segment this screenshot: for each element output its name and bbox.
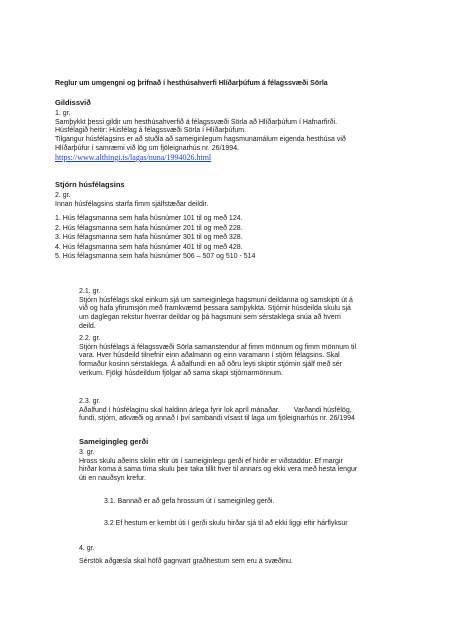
- list-item: 3. Hús félagsmanna sem hafa húsnúmer 301 til og með 328.: [55, 234, 243, 242]
- paragraph-line: Tilgangur húsfélagsins er að stuðla að sameiginlegum hagsmunamálum eigenda hesthúsa við: [55, 136, 346, 144]
- section-heading-gildissvid: Gildissvið: [55, 98, 91, 107]
- section-body-sameign: [79, 449, 357, 484]
- list-item: 5. Hús félagsmanna sem hafa húsnúmer 506 – 507 og 510 - 514: [55, 253, 256, 261]
- paragraph-line: Stjórn húsfélags á félagssvæði Sörla samanstendur af fimm mönnum og fimm mönnum til: [79, 343, 357, 351]
- paragraph-line: við og hafa yfirumsjón með framkvæmd þessara samþykkta. Stjórnir húsdeilda skulu sjá: [79, 305, 351, 313]
- section-body-gildissvid: [55, 110, 346, 154]
- law-link[interactable]: https://www.althingi.is/lagas/nuna/1994026.html: [55, 153, 212, 162]
- paragraph-line: Hlíðarþúfur í samræmi við lög um fjöleignarhús nr. 26/1994.: [55, 144, 240, 152]
- subsection-label: 2.2. gr.: [79, 335, 101, 342]
- rule-4: Sérstök aðgæsla skal höfð gagnvart graðhestum sem eru á svæðinu.: [79, 558, 294, 565]
- rule-3-2: 3.2 Ef hestum er kembt úti í gerði skulu hirðar sjá til að ekki liggi eftir hárflyksur: [104, 520, 348, 527]
- section-heading-sameign: Sameigingleg gerði: [79, 437, 149, 446]
- article-label: 2. gr.: [55, 192, 71, 199]
- article-label-4: 4. gr.: [79, 545, 95, 552]
- rule-3-1: 3.1. Bannað er að gefa hrossum út í sameiginleg gerði.: [104, 498, 275, 505]
- paragraph-line: um daglegan rekstur hverrar deildar og þá hagsmuni sem sérstaklega snúa að hverri: [79, 314, 341, 322]
- section-body-stjorn: [55, 192, 208, 209]
- paragraph-line: Stjórn húsfélags skal einkum sjá um sameiginlega hagsmuni deildanna og samskipti út á: [79, 296, 353, 304]
- subsection-label: 2.1. gr.: [79, 288, 101, 295]
- list-item: 1. Hús félagsmanna sem hafa húsnúmer 101 til og með 124.: [55, 215, 243, 222]
- paragraph-line: hirðar koma á sama tíma skulu þeir taka tillit hver til annars og ekki vera með hesta lengur: [79, 466, 358, 474]
- paragraph-line: deild.: [79, 322, 96, 330]
- subsection-2-3: [79, 398, 355, 424]
- subsection-label: 2.3. gr.: [79, 398, 101, 405]
- paragraph-line: fundi, stjórn, atkvæði og annað í því sambandi vísast til laga um fjöleignarhús nr. 26/1994: [79, 415, 355, 423]
- subsection-2-2: [79, 335, 356, 379]
- document-title: Reglur um umgengni og þrifnað í hesthúsahverfi Hlíðarþúfum á félagssvæði Sörla: [55, 80, 328, 87]
- paragraph-line: Hross skulu aðeins skilin eftir úti í sameiginlegu gerði ef hirðir er viðstaddur. Ef margir: [79, 457, 343, 465]
- paragraph-line: vara. Hver húsdeild tilnefnir einn aðalmann og einn varamann í stjórn félagsins. Skal: [79, 352, 340, 360]
- list-item: 2. Hús félagsmanna sem hafa húsnúmer 201 til og með 228.: [55, 224, 243, 232]
- paragraph-line: formaður kosinn sérstaklega. Á aðalfundi en að öðru leyti skiptir stjórnin sjálf með sér: [79, 361, 343, 369]
- division-list: [55, 214, 255, 262]
- paragraph-line: verkum. Fjölgi húsdeildum fjölgar að sama skapi stjórnarmönnum.: [79, 369, 283, 377]
- paragraph-line: Innan húsfélagsins starfa fimm sjálfstæðar deildir.: [55, 200, 209, 208]
- paragraph-line-part: Aðalfund í húsfélaginu skal haldinn árlega fyrir lok apríl mánaðar.: [79, 406, 280, 414]
- subsection-2-1: [79, 288, 353, 332]
- list-item: 4. Hús félagsmanna sem hafa húsnúmer 401 til og með 428.: [55, 243, 243, 251]
- article-label: 1. gr.: [55, 110, 71, 117]
- paragraph-line-part: Varðandi húsfélög,: [293, 406, 352, 414]
- paragraph-line: úti en nauðsyn krefur.: [79, 475, 146, 483]
- section-heading-stjorn: Stjórn húsfélagsins: [55, 180, 125, 189]
- paragraph-line: Húsfélagið heitir: Húsfélag á félagssvæði Sörla í Hlíðarþúfum.: [55, 127, 247, 135]
- article-label: 3. gr.: [79, 449, 95, 456]
- paragraph-line: Samþykkt þessi gildir um hesthúsahverfið á félagssvæði Sörla að Hlíðarþúfum í Hafnarfirði.: [55, 118, 338, 126]
